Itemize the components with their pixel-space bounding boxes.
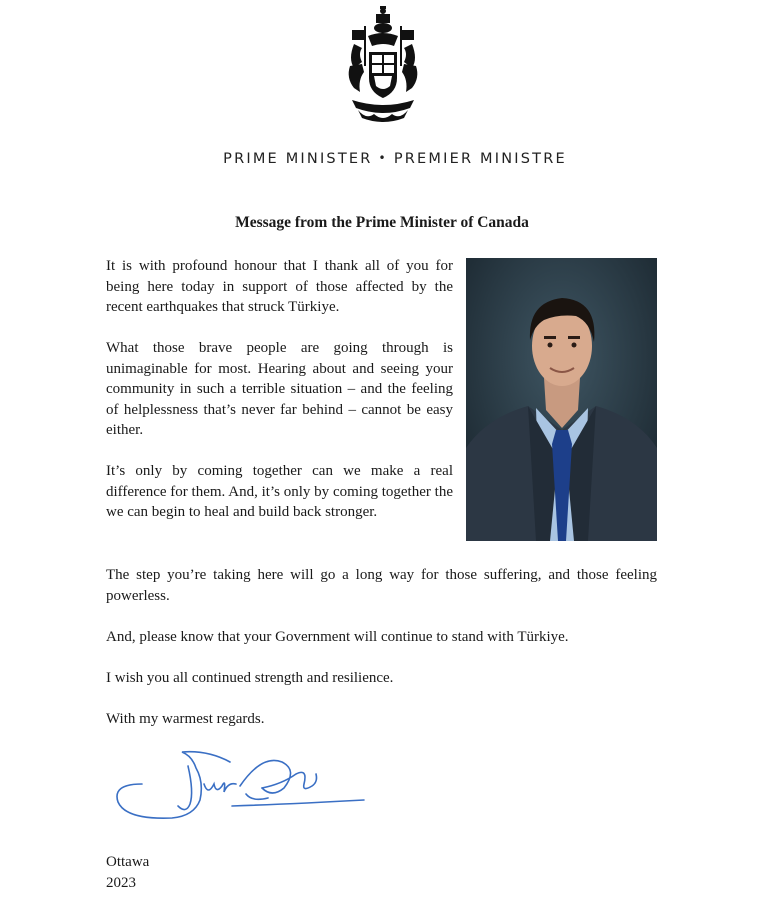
- closing-place: Ottawa: [106, 854, 150, 870]
- paragraph-6: I wish you all continued strength and resilience.: [106, 670, 394, 686]
- paragraph-3: It’s only by coming together can we make a real difference for them. And, it’s only by coming together the we can begin to heal and build back stronger.: [106, 463, 453, 520]
- paragraph-2: What those brave people are going through is unimaginable for most. Hearing about and seeing your community in such a terrible situation – and the feeling of helplessness that’s never far behind – cannot be easy either.: [106, 340, 453, 438]
- letter-title: Message from the Prime Minister of Canada: [235, 214, 529, 231]
- coat-of-arms-icon: [344, 4, 422, 124]
- office-title-french: PREMIER MINISTRE: [393, 151, 567, 167]
- signature: [112, 744, 367, 828]
- title-separator: •: [378, 151, 388, 165]
- paragraph-7: With my warmest regards.: [106, 711, 265, 727]
- office-title: [0, 151, 768, 167]
- office-title-english: PRIME MINISTER: [223, 151, 373, 167]
- paragraph-5: And, please know that your Government will continue to stand with Türkiye.: [106, 629, 569, 645]
- closing-year: 2023: [106, 875, 136, 891]
- portrait-photo: [466, 258, 657, 541]
- paragraph-4: The step you’re taking here will go a long way for those suffering, and those feeling powerless.: [106, 567, 657, 604]
- paragraph-1: It is with profound honour that I thank all of you for being here today in support of those affected by the recent earthquakes that struck Türkiye.: [106, 258, 453, 315]
